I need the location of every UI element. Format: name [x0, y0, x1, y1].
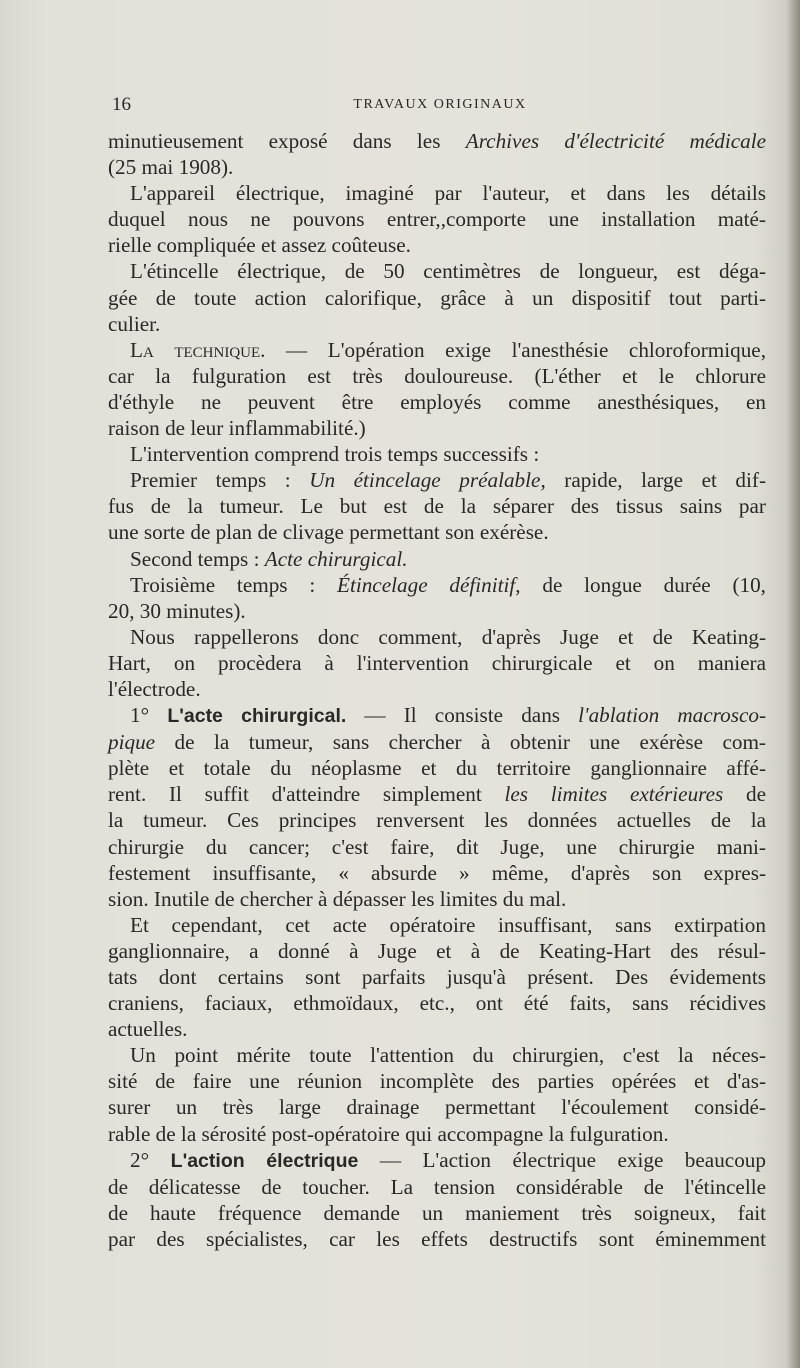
text-line: pique de la tumeur, sans chercher à obtenir une exérèse com- [108, 730, 766, 755]
section-number: 2° [130, 1147, 150, 1172]
running-title: TRAVAUX ORIGINAUX [353, 97, 527, 112]
text-line: d'éthyle ne peuvent être employés comme anesthésiques, en [108, 389, 766, 414]
text-line: duquel nous ne pouvons entrer,,comporte une installation maté- [108, 207, 766, 232]
text-line: de délicatesse de toucher. La tension considérable de l'étincelle [108, 1174, 766, 1199]
text-line: une sorte de plan de clivage permettant son exérèse. [108, 520, 549, 545]
text-line: minutieusement exposé dans les Archives d'électricité médicale [108, 129, 767, 153]
text-line: Et cependant, cet acte opératoire insuffisant, sans extirpation [130, 912, 766, 937]
text-line: tats dont certains sont parfaits jusqu'à présent. Des évidements [108, 965, 766, 989]
text-line: surer un très large drainage permettant l'écoulement considé- [108, 1095, 766, 1120]
text-line: l'électrode. [108, 676, 201, 701]
text-line: par des spécialistes, car les effets destructifs sont éminemment [108, 1226, 766, 1251]
section-number: 1° [130, 703, 150, 728]
text-line: chirurgie du cancer; c'est faire, dit Juge, une chirurgie mani- [108, 834, 766, 859]
text-line: Second temps : Acte chirurgical. [130, 546, 408, 571]
text-line: actuelles. [108, 1017, 188, 1042]
text-line: rable de la sérosité post-opératoire qui accompagne la fulguration. [108, 1121, 669, 1146]
text-line: L'intervention comprend trois temps successifs : [130, 442, 540, 467]
text-line: sion. Inutile de chercher à dépasser les limites du mal. [108, 886, 567, 911]
text-line: Un point mérite toute l'attention du chirurgien, c'est la néces- [130, 1043, 766, 1068]
page-header [112, 94, 768, 118]
section-heading: La technique. [130, 337, 266, 362]
text-line: plète et totale du néoplasme et du territoire ganglionnaire affé- [108, 756, 766, 781]
text-line: fus de la tumeur. Le but est de la séparer des tissus sains par [108, 494, 766, 519]
text-line: La technique. — L'opération exige l'anesthésie chloroformique, [130, 337, 767, 362]
text-line: Premier temps : Un étincelage préalable, rapide, large et dif- [130, 468, 767, 493]
text-line: 20, 30 minutes). [108, 598, 246, 623]
text-line: sité de faire une réunion incomplète des parties opérées et d'as- [108, 1069, 766, 1094]
text-line: culier. [108, 311, 161, 336]
text-line: Troisième temps : Étincelage définitif, de longue durée (10, [130, 572, 766, 597]
text-line: craniens, faciaux, ethmoïdaux, etc., ont été faits, sans récidives [108, 991, 766, 1016]
body-text [108, 128, 766, 1252]
text-line: festement insuffisante, « absurde » même, d'après son expres- [108, 860, 766, 885]
text-line: de haute fréquence demande un maniement très soigneux, fait [108, 1200, 766, 1225]
text-line: gée de toute action calorifique, grâce à un dispositif tout parti- [108, 285, 766, 310]
text-line: Nous rappellerons donc comment, d'après Juge et de Keating- [130, 624, 766, 649]
text-line: la tumeur. Ces principes renversent les données actuelles de la [108, 808, 766, 833]
text-line: ganglionnaire, a donné à Juge et à de Keating-Hart des résul- [108, 938, 766, 963]
text-line: raison de leur inflammabilité.) [108, 416, 366, 441]
page-gutter-shadow [786, 0, 800, 1368]
text-line: rielle compliquée et assez coûteuse. [108, 233, 411, 258]
section-heading: L'acte chirurgical. [149, 705, 347, 728]
text-line: Hart, on procèdera à l'intervention chirurgicale et on maniera [108, 650, 766, 675]
page-number: 16 [112, 94, 131, 115]
text-line: 2° L'action électrique — L'action électrique exige beaucoup [130, 1147, 766, 1172]
text-line: (25 mai 1908). [108, 155, 234, 180]
text-line: 1° L'acte chirurgical. — Il consiste dans l'ablation macrosco- [130, 703, 766, 728]
text-line: L'étincelle électrique, de 50 centimètres de longueur, est déga- [130, 259, 766, 284]
text-line: car la fulguration est très douloureuse. (L'éther et le chlorure [108, 363, 766, 388]
text-line: rent. Il suffit d'atteindre simplement les limites extérieures de [108, 782, 766, 807]
section-heading: L'action électrique [149, 1149, 359, 1172]
text-line: L'appareil électrique, imaginé par l'auteur, et dans les détails [130, 181, 766, 206]
